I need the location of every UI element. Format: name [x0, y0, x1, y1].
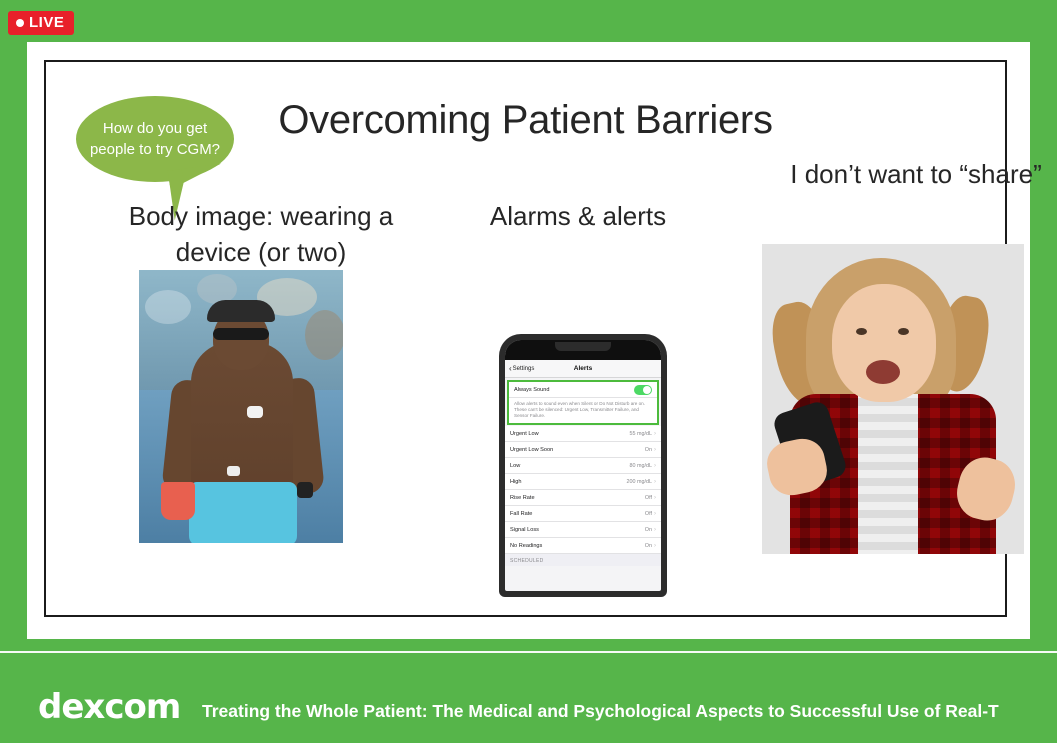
- chevron-right-icon: ›: [654, 478, 656, 485]
- list-item[interactable]: [505, 474, 661, 490]
- row-value: 80 mg/dL: [629, 462, 652, 469]
- row-value: Off: [644, 494, 652, 501]
- photo-phone-alerts: [499, 334, 667, 597]
- chevron-right-icon: ›: [654, 526, 656, 533]
- row-value: On: [644, 446, 652, 453]
- chevron-left-icon: ‹: [509, 363, 512, 373]
- column-caption-alarms: Alarms & alerts: [489, 201, 667, 231]
- always-sound-row[interactable]: [509, 382, 657, 398]
- alert-settings-list: [505, 426, 661, 554]
- list-item[interactable]: [505, 442, 661, 458]
- row-label: Fall Rate: [510, 510, 533, 517]
- girl-face: [832, 284, 936, 402]
- row-label: Signal Loss: [510, 526, 539, 533]
- row-label: Urgent Low Soon: [510, 446, 554, 453]
- chevron-right-icon: ›: [654, 462, 656, 469]
- footer-bar: [0, 653, 1057, 743]
- row-label: Low: [510, 462, 521, 469]
- row-label: Urgent Low: [510, 430, 539, 437]
- live-dot-icon: [16, 19, 24, 27]
- phone-screen: [505, 340, 661, 591]
- back-button[interactable]: [509, 365, 534, 373]
- live-badge: [8, 11, 74, 35]
- back-button-label: Settings: [512, 365, 535, 372]
- left-green-strip: [0, 0, 27, 653]
- smartwatch-icon: [297, 482, 313, 498]
- list-item[interactable]: [505, 506, 661, 522]
- chevron-right-icon: ›: [654, 430, 656, 437]
- list-item[interactable]: [505, 522, 661, 538]
- slide-frame: [44, 60, 1042, 617]
- chevron-right-icon: ›: [654, 494, 656, 501]
- phone-nav-bar: [505, 360, 661, 378]
- row-value: On: [644, 526, 652, 533]
- girl-open-mouth: [866, 360, 900, 384]
- column-caption-share: I don’t want to “share”: [790, 159, 1042, 189]
- list-item[interactable]: [505, 426, 661, 442]
- list-item[interactable]: [505, 538, 661, 554]
- live-label: LIVE: [29, 14, 65, 31]
- pool-background-shape: [145, 290, 191, 324]
- list-item[interactable]: [505, 490, 661, 506]
- always-sound-description: Allow alerts to sound even when Silent or Do Not Disturb are on. These can't be silenced: Urgent Low, Transmitter Failure, and Sensor Failure.: [509, 398, 657, 423]
- phone-screen-title: Alerts: [573, 365, 593, 372]
- always-sound-toggle[interactable]: [634, 385, 652, 395]
- cgm-sensor-on-arm: [247, 406, 263, 418]
- photo-girl-with-phone: [762, 244, 1024, 554]
- cap-icon: [207, 300, 275, 322]
- chevron-right-icon: ›: [654, 542, 656, 549]
- drink-glass: [161, 482, 195, 520]
- column-caption-body-image: Body image: wearing a device (or two): [128, 201, 394, 267]
- girl-eye-right: [898, 328, 909, 335]
- row-value: On: [644, 542, 652, 549]
- row-value: 200 mg/dL: [626, 478, 652, 485]
- slide-card: [27, 42, 1042, 639]
- dexcom-logo: dexcom: [38, 687, 181, 727]
- scheduled-section-header: SCHEDULED: [505, 554, 661, 566]
- pool-background-shape: [305, 310, 343, 360]
- row-value: 55 mg/dL: [629, 430, 652, 437]
- girl-eye-left: [856, 328, 867, 335]
- always-sound-label: Always Sound: [514, 386, 550, 393]
- photo-man-at-pool: [139, 270, 343, 543]
- footer-session-title: Treating the Whole Patient: The Medical and Psychological Aspects to Successful Use of Real-T: [202, 701, 999, 721]
- girl-shirt-inner: [858, 394, 918, 554]
- row-label: No Readings: [510, 542, 543, 549]
- page-title: Overcoming Patient Barriers: [278, 98, 773, 142]
- cgm-sensor-on-abdomen: [227, 466, 240, 476]
- chevron-right-icon: ›: [654, 446, 656, 453]
- row-label: High: [510, 478, 522, 485]
- chevron-right-icon: ›: [654, 510, 656, 517]
- row-value: Off: [644, 510, 652, 517]
- speech-bubble-text: How do you get people to try CGM?: [89, 120, 221, 158]
- sunglasses-icon: [213, 328, 269, 340]
- row-label: Rise Rate: [510, 494, 535, 501]
- phone-notch: [555, 342, 611, 351]
- always-sound-highlight: [507, 380, 659, 425]
- person-swim-shorts: [189, 482, 297, 543]
- list-item[interactable]: [505, 458, 661, 474]
